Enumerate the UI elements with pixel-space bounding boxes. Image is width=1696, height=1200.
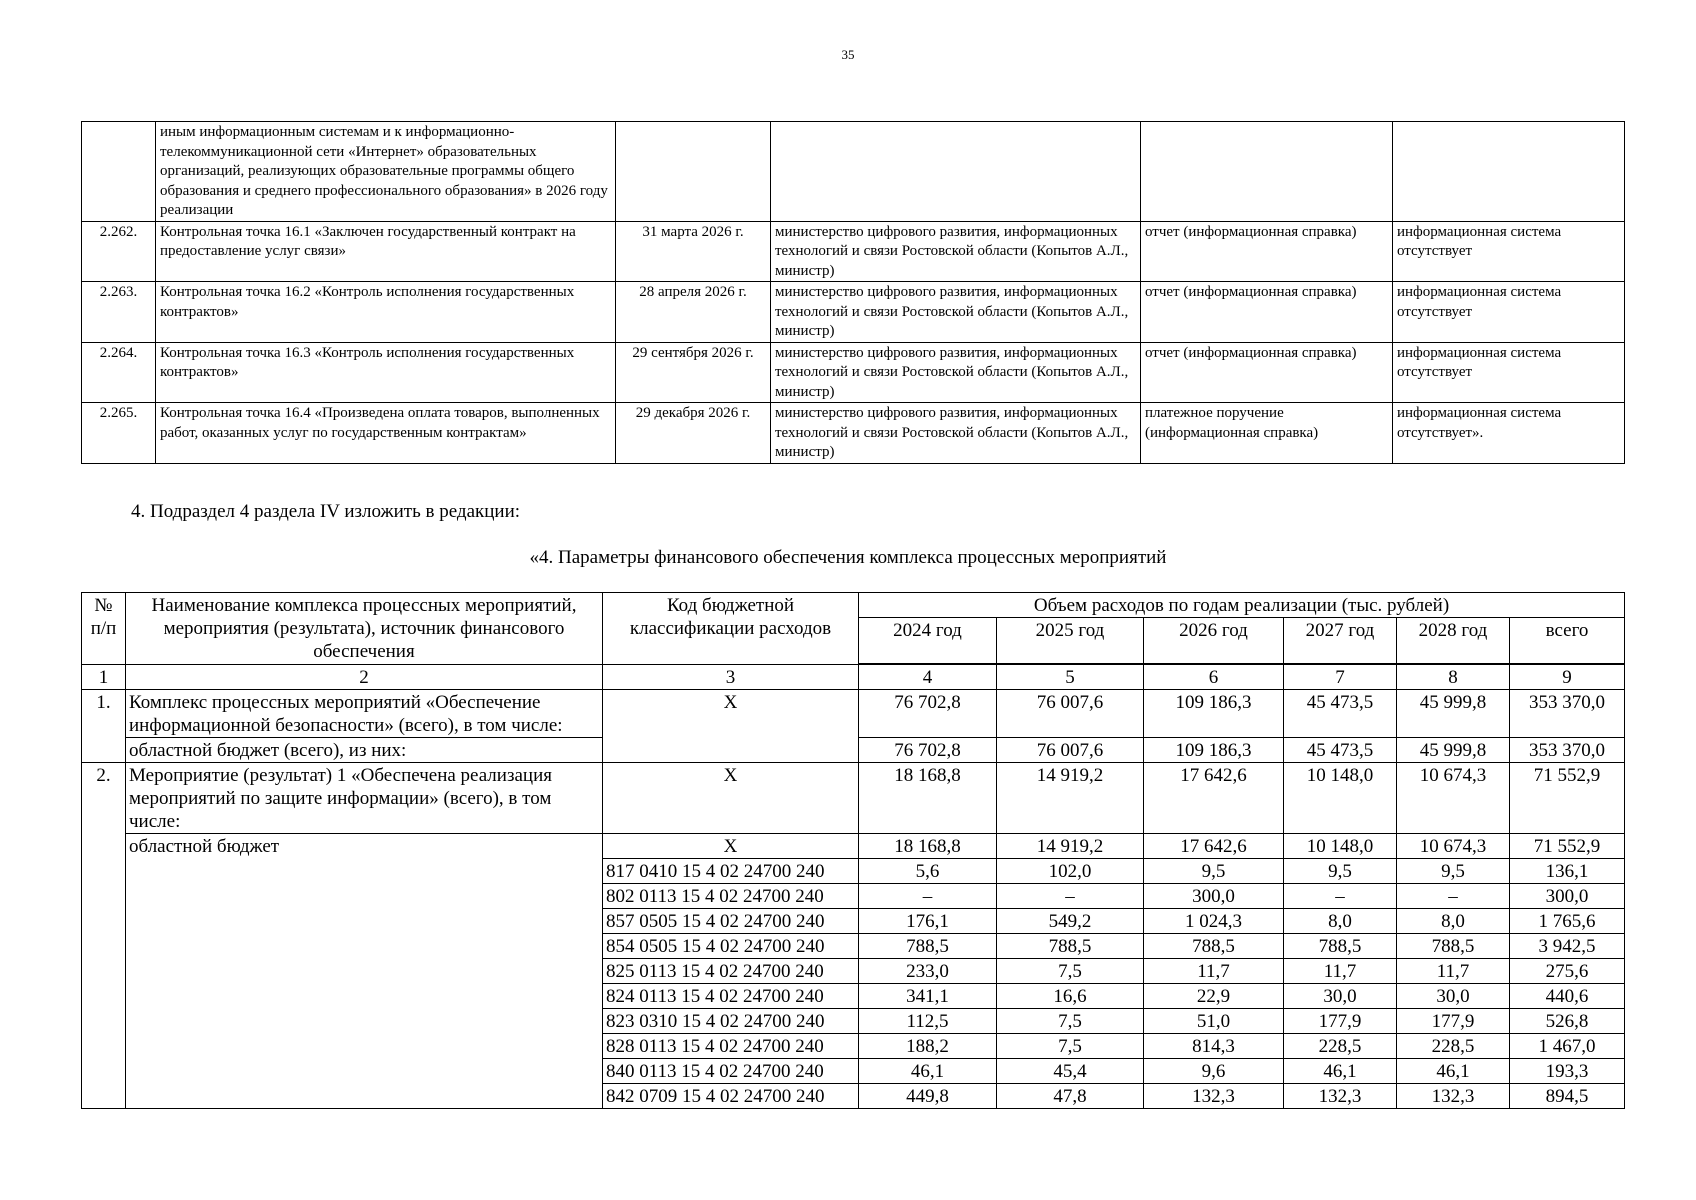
header-2026: 2026 год (1144, 618, 1284, 665)
cell-num: 2.262. (82, 221, 156, 282)
value-cell: 788,5 (1284, 934, 1397, 959)
value-cell: 18 168,8 (859, 834, 997, 859)
value-cell: 17 642,6 (1144, 763, 1284, 834)
cell-system: информационная система отсутствует». (1393, 403, 1625, 464)
cell-responsible: министерство цифрового развития, информационных технологий и связи Ростовской области (Копытов А.Л., министр) (771, 342, 1141, 403)
value-cell: 9,6 (1144, 1059, 1284, 1084)
value-cell: 549,2 (997, 909, 1144, 934)
cell-name: Контрольная точка 16.2 «Контроль исполнения государственных контрактов» (156, 282, 616, 343)
value-cell: 109 186,3 (1144, 738, 1284, 763)
finance-table-body (82, 664, 1625, 1109)
value-cell: 788,5 (1397, 934, 1510, 959)
value-cell: 5,6 (859, 859, 997, 884)
value-cell: 71 552,9 (1510, 763, 1625, 834)
cell-date: 29 декабря 2026 г. (616, 403, 771, 464)
value-cell: 22,9 (1144, 984, 1284, 1009)
value-cell: 10 148,0 (1284, 834, 1397, 859)
value-cell: 76 702,8 (859, 738, 997, 763)
complex-name: Комплекс процессных мероприятий «Обеспечение информационной безопасности» (всего), в том числе: (126, 690, 603, 738)
budget-code: 802 0113 15 4 02 24700 240 (603, 884, 859, 909)
index-cell: 1 (82, 664, 126, 690)
measure-name: Мероприятие (результат) 1 «Обеспечена реализация мероприятий по защите информации» (всего), в том числе: (126, 763, 603, 834)
value-cell: 30,0 (1284, 984, 1397, 1009)
finance-table (81, 592, 1625, 1109)
cell-system: информационная система отсутствует (1393, 342, 1625, 403)
cell-date: 29 сентября 2026 г. (616, 342, 771, 403)
cell-system (1393, 122, 1625, 222)
value-cell: 7,5 (997, 1034, 1144, 1059)
value-cell: 894,5 (1510, 1084, 1625, 1109)
value-cell: 233,0 (859, 959, 997, 984)
value-cell: 47,8 (997, 1084, 1144, 1109)
value-cell: 18 168,8 (859, 763, 997, 834)
table-row (82, 342, 1625, 403)
header-2025: 2025 год (997, 618, 1144, 665)
value-cell: 9,5 (1144, 859, 1284, 884)
value-cell: 45 473,5 (1284, 738, 1397, 763)
measure-budget-code: X (603, 834, 859, 859)
index-cell: 2 (126, 664, 603, 690)
index-row (82, 664, 1625, 690)
value-cell: 8,0 (1284, 909, 1397, 934)
cell-document: отчет (информационная справка) (1141, 221, 1393, 282)
value-cell: 7,5 (997, 1009, 1144, 1034)
value-cell: 341,1 (859, 984, 997, 1009)
value-cell: 177,9 (1397, 1009, 1510, 1034)
value-cell: 132,3 (1144, 1084, 1284, 1109)
cell-name: Контрольная точка 16.1 «Заключен государственный контракт на предоставление услуг связи» (156, 221, 616, 282)
value-cell: 300,0 (1144, 884, 1284, 909)
value-cell: 188,2 (859, 1034, 997, 1059)
budget-code: 824 0113 15 4 02 24700 240 (603, 984, 859, 1009)
index-cell: 5 (997, 664, 1144, 690)
value-cell: 132,3 (1284, 1084, 1397, 1109)
value-cell: 1 467,0 (1510, 1034, 1625, 1059)
value-cell: 51,0 (1144, 1009, 1284, 1034)
value-cell: 10 674,3 (1397, 763, 1510, 834)
value-cell: 177,9 (1284, 1009, 1397, 1034)
cell-system: информационная система отсутствует (1393, 221, 1625, 282)
value-cell: 3 942,5 (1510, 934, 1625, 959)
header-num: № п/п (82, 593, 126, 665)
budget-code: 828 0113 15 4 02 24700 240 (603, 1034, 859, 1059)
budget-code: 823 0310 15 4 02 24700 240 (603, 1009, 859, 1034)
measure-budget-row (82, 834, 1625, 859)
complex-num: 1. (82, 690, 126, 763)
cell-system: информационная система отсутствует (1393, 282, 1625, 343)
value-cell: 136,1 (1510, 859, 1625, 884)
page-number: 35 (841, 47, 855, 62)
value-cell: – (997, 884, 1144, 909)
cell-name: Контрольная точка 16.3 «Контроль исполнения государственных контрактов» (156, 342, 616, 403)
cell-document: платежное поручение (информационная справка) (1141, 403, 1393, 464)
value-cell: 526,8 (1510, 1009, 1625, 1034)
cell-date: 31 марта 2026 г. (616, 221, 771, 282)
header-volume: Объем расходов по годам реализации (тыс. рублей) (859, 593, 1625, 618)
cell-name: Контрольная точка 16.4 «Произведена оплата товаров, выполненных работ, оказанных услуг по государственным контрактам» (156, 403, 616, 464)
index-cell: 9 (1510, 664, 1625, 690)
value-cell: 8,0 (1397, 909, 1510, 934)
cell-num: 2.264. (82, 342, 156, 403)
budget-code: 842 0709 15 4 02 24700 240 (603, 1084, 859, 1109)
value-cell: 275,6 (1510, 959, 1625, 984)
index-cell: 6 (1144, 664, 1284, 690)
cell-responsible: министерство цифрового развития, информационных технологий и связи Ростовской области (Копытов А.Л., министр) (771, 221, 1141, 282)
value-cell: 11,7 (1144, 959, 1284, 984)
value-cell: 1 024,3 (1144, 909, 1284, 934)
value-cell: 788,5 (997, 934, 1144, 959)
cell-date (616, 122, 771, 222)
cell-document (1141, 122, 1393, 222)
value-cell: 11,7 (1397, 959, 1510, 984)
control-points-table (81, 121, 1625, 464)
cell-responsible: министерство цифрового развития, информационных технологий и связи Ростовской области (Копытов А.Л., министр) (771, 282, 1141, 343)
index-cell: 3 (603, 664, 859, 690)
index-cell: 4 (859, 664, 997, 690)
value-cell: – (1397, 884, 1510, 909)
value-cell: 9,5 (1284, 859, 1397, 884)
value-cell: 76 007,6 (997, 738, 1144, 763)
budget-code: 817 0410 15 4 02 24700 240 (603, 859, 859, 884)
value-cell: 45 999,8 (1397, 690, 1510, 738)
value-cell: 788,5 (859, 934, 997, 959)
header-total: всего (1510, 618, 1625, 665)
value-cell: 16,6 (997, 984, 1144, 1009)
budget-code: 857 0505 15 4 02 24700 240 (603, 909, 859, 934)
value-cell: 46,1 (859, 1059, 997, 1084)
value-cell: 449,8 (859, 1084, 997, 1109)
value-cell: 228,5 (1284, 1034, 1397, 1059)
cell-document: отчет (информационная справка) (1141, 342, 1393, 403)
budget-code: 854 0505 15 4 02 24700 240 (603, 934, 859, 959)
table-row (82, 221, 1625, 282)
value-cell: 300,0 (1510, 884, 1625, 909)
value-cell: 814,3 (1144, 1034, 1284, 1059)
cell-responsible (771, 122, 1141, 222)
header-code: Код бюджетной классификации расходов (603, 593, 859, 665)
value-cell: 14 919,2 (997, 834, 1144, 859)
section-title: «4. Параметры финансового обеспечения комплекса процессных мероприятий (529, 547, 1167, 568)
value-cell: 45 999,8 (1397, 738, 1510, 763)
instruction-paragraph: 4. Подраздел 4 раздела IV изложить в редакции: (131, 501, 521, 522)
value-cell: 46,1 (1397, 1059, 1510, 1084)
value-cell: 788,5 (1144, 934, 1284, 959)
header-2028: 2028 год (1397, 618, 1510, 665)
budget-code: 840 0113 15 4 02 24700 240 (603, 1059, 859, 1084)
value-cell: 30,0 (1397, 984, 1510, 1009)
complex-row (82, 690, 1625, 738)
control-points-body (82, 122, 1625, 464)
value-cell: 45 473,5 (1284, 690, 1397, 738)
value-cell: 1 765,6 (1510, 909, 1625, 934)
value-cell: 440,6 (1510, 984, 1625, 1009)
header-2024: 2024 год (859, 618, 997, 665)
value-cell: 71 552,9 (1510, 834, 1625, 859)
value-cell: 132,3 (1397, 1084, 1510, 1109)
value-cell: 17 642,6 (1144, 834, 1284, 859)
table-row (82, 403, 1625, 464)
measure-num: 2. (82, 763, 126, 1109)
cell-num (82, 122, 156, 222)
table-row (82, 122, 1625, 222)
value-cell: – (1284, 884, 1397, 909)
value-cell: 353 370,0 (1510, 690, 1625, 738)
value-cell: 46,1 (1284, 1059, 1397, 1084)
measure-code: X (603, 763, 859, 834)
value-cell: 353 370,0 (1510, 738, 1625, 763)
complex-code: X (603, 690, 859, 763)
measure-row (82, 763, 1625, 834)
value-cell: 76 007,6 (997, 690, 1144, 738)
cell-date: 28 апреля 2026 г. (616, 282, 771, 343)
complex-budget-name: областной бюджет (всего), из них: (126, 738, 603, 763)
index-cell: 8 (1397, 664, 1510, 690)
value-cell: 112,5 (859, 1009, 997, 1034)
value-cell: 45,4 (997, 1059, 1144, 1084)
value-cell: 11,7 (1284, 959, 1397, 984)
table-row (82, 282, 1625, 343)
value-cell: 109 186,3 (1144, 690, 1284, 738)
cell-num: 2.263. (82, 282, 156, 343)
value-cell: 10 148,0 (1284, 763, 1397, 834)
header-name: Наименование комплекса процессных мероприятий, мероприятия (результата), источник финансового обеспечения (126, 593, 603, 665)
index-cell: 7 (1284, 664, 1397, 690)
value-cell: 102,0 (997, 859, 1144, 884)
value-cell: 228,5 (1397, 1034, 1510, 1059)
value-cell: 193,3 (1510, 1059, 1625, 1084)
cell-responsible: министерство цифрового развития, информационных технологий и связи Ростовской области (Копытов А.Л., министр) (771, 403, 1141, 464)
value-cell: 76 702,8 (859, 690, 997, 738)
value-cell: 7,5 (997, 959, 1144, 984)
cell-name: иным информационным системам и к информационно-телекоммуникационной сети «Интернет» образовательных организаций, реализующих образовательные программы общего образования и среднего профессионального образования» в 2026 году реализации (156, 122, 616, 222)
header-2027: 2027 год (1284, 618, 1397, 665)
measure-budget-name: областной бюджет (126, 834, 603, 1109)
value-cell: – (859, 884, 997, 909)
cell-num: 2.265. (82, 403, 156, 464)
value-cell: 176,1 (859, 909, 997, 934)
value-cell: 9,5 (1397, 859, 1510, 884)
budget-code: 825 0113 15 4 02 24700 240 (603, 959, 859, 984)
value-cell: 10 674,3 (1397, 834, 1510, 859)
value-cell: 14 919,2 (997, 763, 1144, 834)
cell-document: отчет (информационная справка) (1141, 282, 1393, 343)
